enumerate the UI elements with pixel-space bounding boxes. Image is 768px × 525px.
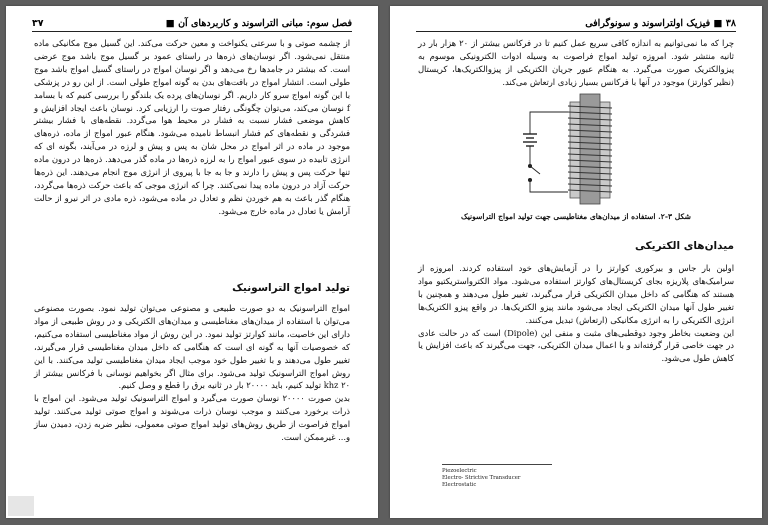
right-section-paragraph: اولین بار جاس و بیرکوری کوارتز را در آزمایش‌های خود استفاده کردند. امروزه از سرامیک‌های پلاریزه بجای کریستال‌های کوارتز استفاده می‌شود. مواد الکترواستریکتیو مواد هستند که هنگامی که داخل میدان الکتریکی قرار می‌گیرند، تغییر طول می‌دهند و همچنین با تغییر طول آنها میدان الکتریکی ایجاد می‌شود مانند پیزو الکتریک‌ها. در واقع پیزو الکتریک‌ها انرژی الکتریکی را به انرژی مکانیکی (ارتعاش) تبدیل می‌کنند.: [418, 263, 734, 325]
footnote-item: Electro- Strictive Transducer: [442, 475, 521, 481]
left-section-paragraph: بدین صورت ۲۰۰۰۰ نوسان صورت می‌گیرد و امواج التراسونیک تولید می‌شود. این امواج با ذرات برخورد می‌کنند و موجب نوسان ذرات می‌شوند و امواج صوتی تولید می‌کنند. تولید امواج فراصوت از طریق روش‌های تولید امواج صوتی معمولی، نظیر ضربه زدن، دمیدن ساز و... غیرممکن است.: [34, 393, 350, 443]
left-body-text: [34, 37, 350, 218]
left-paragraph: از چشمه صوتی و با سرعتی یکنواخت و معین حرکت می‌کند. این گسیل موج مکانیکی ماده منتقل نمی‌شود. اگر نوسان‌های ذره‌ها در راستای عمود بر گسیل موج باشد موج عرضی است. که بیشتر در جامدها رخ می‌دهد و اگر نوسان امواج در راستای گسیل امواج باشد موج طولی است. انتشار امواج در بافت‌های بدن به گونه امواج طولی است. از این رو در پزشکی با این گونه امواج سرو کار داریم. اگر نوسان‌های پرده یک بلندگو را بررسی کنیم که با بسامد f نوسان می‌کند، می‌توان چگونگی رفتار صوت را ارزیابی کرد. نوسان باعث ایجاد افزایش و کاهش موضعی فشار نسبت به فشار در محیط هوا می‌گردد. نقطه‌های با فشار بیشتر فشردگی و نقطه‌های کم فشار انبساط نامیده می‌شود. هنگام عبور امواج از ماده، ذره‌های موجود در ماده در اثر امواج در محل شان به پس و پیش و لرزه در می‌آیند، بگونه ای که انرژی تابیده در سوی عبور امواج را به لرزه ذره‌ها در ماده گذر می‌دهد. ذره‌ها در درون ماده تنها حرکت پس و پیش را دارند و جا به جا با پیروی از انرژی موج انجام می‌دهند. این ذره‌ها حرکت آزاد در درون ماده پیدا نمی‌کنند. چرا که انرژی موجی که باعث حرکت ذره‌ها می‌گردد، هنگام گذر باعث به هم خوردن نظم و تعادل در ماده می‌شود، ذره مادی در اثر نیرو از حالت آرامش یا تعادل در ماده خارج می‌شود.: [34, 38, 350, 216]
right-page: [390, 6, 762, 518]
right-header-title: ۳۸ ■ فیزیک اولتراسوند و سونوگرافی: [585, 18, 736, 29]
left-page-header: [32, 15, 352, 32]
footnote-item: Piezoelectric: [442, 468, 477, 474]
left-header-title: فصل سوم: مبانی التراسوند و کاربردهای آن ■: [165, 18, 352, 29]
right-section-paragraph: این وضعیت بخاطر وجود دوقطبی‌های مثبت و منفی این (Dipole) است که در حالت عادی در جهت خاصی قرار گرفته‌اند و با اعمال میدان الکتریکی، جهت می‌گیرند که باعث افزایش یا کاهش طول می‌شود.: [418, 327, 734, 364]
left-page: [6, 6, 378, 518]
right-body-text: [418, 37, 734, 89]
figure-caption: شکل ۳-۲. استفاده از میدان‌های مغناطیسی جهت تولید امواج التراسونیک: [460, 212, 692, 221]
footnote-item: Electrostatic: [442, 482, 477, 488]
transducer-figure: [510, 88, 660, 206]
footnotes: [442, 468, 520, 489]
left-page-number: ۳۷: [32, 18, 44, 29]
right-paragraph: چرا که ما نمی‌توانیم به اندازه کافی سریع عمل کنیم تا در فرکانس بیشتر از ۲۰ هزار بار در ثانیه منتشر شود. امروزه تولید امواج فراصوت به وسیله ادوات الکترونیکی موسوم به پیزوالکتریک صورت می‌گیرد. به هنگام عبور جریان الکتریکی از پیزوالکتریک‌ها، کریستال (نظیر کوارتز) موجود در آنها با فرکانس بسیار زیادی ارتعاش می‌کند.: [418, 38, 734, 87]
corner-mark: [8, 496, 34, 516]
left-section-paragraph: امواج التراسونیک به دو صورت طبیعی و مصنوعی می‌توان تولید نمود. بصورت مصنوعی می‌توان با استفاده از میدان‌های مغناطیسی و میدان‌های الکتریکی و در روش طبیعی از مواد دارای این خاصیت، مانند کوارتز تولید نمود. در این روش از مواد مغناطیسی استفاده می‌کنیم، که خصوصیات آنها به گونه ای است که هنگامی که داخل میدان مغناطیسی قرار می‌گیرند، تغییر طول می‌دهند و با تغییر طول خود موجب ایجاد میدان مغناطیسی تولید می‌کنند. با این روش امواج التراسونیک تولید می‌شود. برای مثال اگر بخواهیم نوسانی با فرکانس بیشتر از ۲۰ khz تولید کنیم، باید ۲۰۰۰۰ بار در ثانیه برق را قطع و وصل کنیم.: [34, 303, 350, 391]
right-page-header: [416, 15, 736, 32]
right-section-body: [418, 262, 734, 365]
left-section-title: تولید امواج التراسونیک: [232, 282, 350, 294]
footnote-divider: [442, 464, 552, 465]
left-section-body: [34, 302, 350, 444]
right-section-title: میدان‌های الکتریکی: [634, 240, 734, 252]
